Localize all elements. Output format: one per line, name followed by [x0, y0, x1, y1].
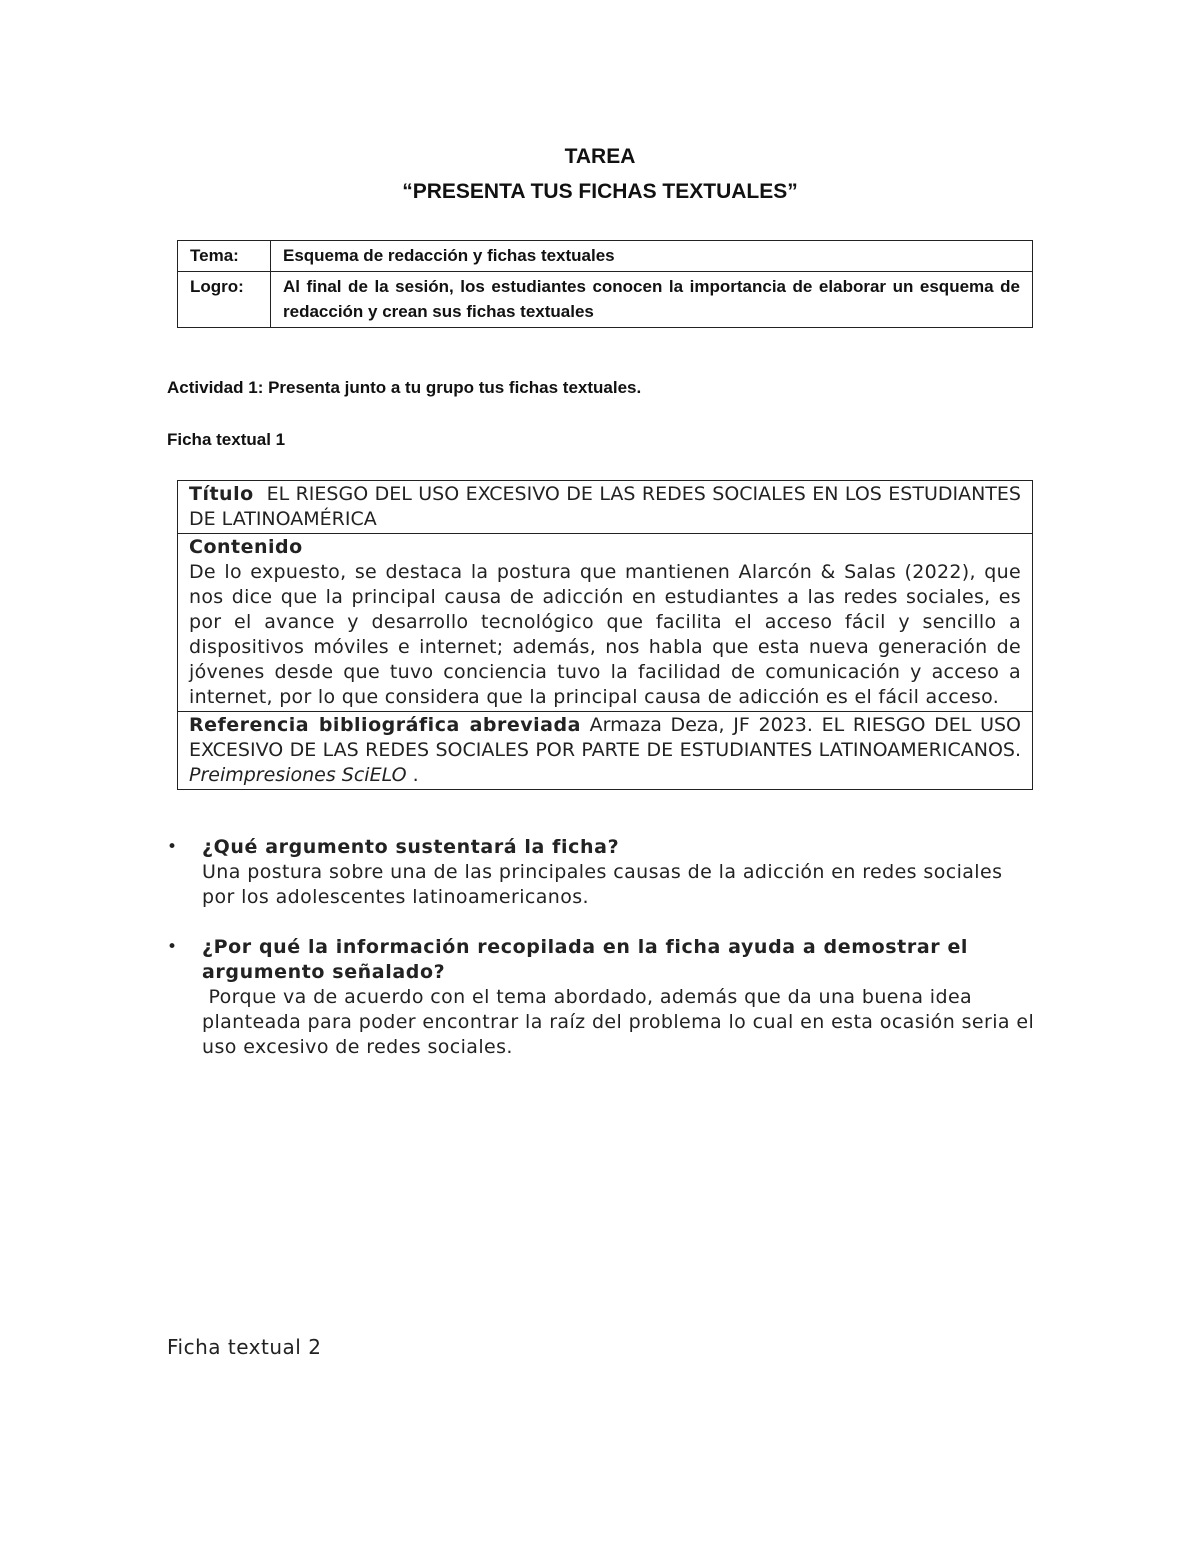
- ficha2-heading: Ficha textual 2: [167, 1335, 322, 1359]
- question-answer: Una postura sobre una de las principales causas de la adicción en redes sociales por los adolescentes latinoamericanos.: [202, 861, 1003, 908]
- ficha1-heading: Ficha textual 1: [167, 430, 286, 449]
- tema-label: Tema:: [178, 241, 271, 272]
- document-subtitle: “PRESENTA TUS FICHAS TEXTUALES”: [402, 180, 798, 203]
- ficha-textual-box: [177, 480, 1033, 790]
- referencia-text: Armaza Deza, JF 2023. EL RIESGO DEL USO EXCESIVO DE LAS REDES SOCIALES POR PARTE DE ESTUDIANTES LATINOAMERICANOS.: [189, 714, 1022, 761]
- table-row: [178, 241, 1033, 272]
- tema-value: Esquema de redacción y fichas textuales: [271, 241, 1033, 272]
- logro-label: Logro:: [178, 272, 271, 328]
- bullet-icon: •: [167, 937, 178, 957]
- activity-heading: Actividad 1: Presenta junto a tu grupo tus fichas textuales.: [167, 378, 642, 397]
- questions-list: [167, 835, 1041, 1085]
- info-table: [177, 240, 1033, 328]
- ficha-titulo-section: [178, 481, 1032, 533]
- ficha-contenido-section: [178, 533, 1032, 711]
- referencia-end: .: [406, 764, 419, 786]
- ficha-referencia-section: [178, 711, 1032, 789]
- titulo-label: Título: [189, 483, 254, 505]
- question-title: ¿Por qué la información recopilada en la ficha ayuda a demostrar el argumento señalado?: [202, 936, 969, 983]
- logro-value: Al final de la sesión, los estudiantes conocen la importancia de elaborar un esquema de redacción y crean sus fichas textuales: [271, 272, 1033, 328]
- question-answer: Porque va de acuerdo con el tema abordado, además que da una buena idea planteada para poder encontrar la raíz del problema lo cual en esta ocasión seria el uso excesivo de redes sociales.: [202, 986, 1041, 1058]
- referencia-source: Preimpresiones SciELO: [189, 764, 407, 786]
- bullet-icon: •: [167, 837, 178, 857]
- list-item: [167, 835, 1037, 910]
- document-title: TAREA: [564, 145, 636, 168]
- referencia-label: Referencia bibliográfica abreviada: [189, 714, 581, 736]
- list-item: [167, 935, 1041, 1060]
- titulo-value: EL RIESGO DEL USO EXCESIVO DE LAS REDES SOCIALES EN LOS ESTUDIANTES DE LATINOAMÉRICA: [189, 483, 1021, 530]
- contenido-label: Contenido: [189, 536, 303, 558]
- table-row: [178, 272, 1033, 328]
- question-title: ¿Qué argumento sustentará la ficha?: [202, 836, 620, 858]
- contenido-text: De lo expuesto, se destaca la postura que mantienen Alarcón & Salas (2022), que nos dice que la principal causa de adicción en estudiantes a las redes sociales, es por el avance y desarrollo tecnológico que facilita el acceso fácil y sencillo a dispositivos móviles e internet; además, nos habla que esta nueva generación de jóvenes desde que tuvo conciencia tuvo la facilidad de comunicación y acceso a internet, por lo que considera que la principal causa de adicción es el fácil acceso.: [189, 561, 1021, 708]
